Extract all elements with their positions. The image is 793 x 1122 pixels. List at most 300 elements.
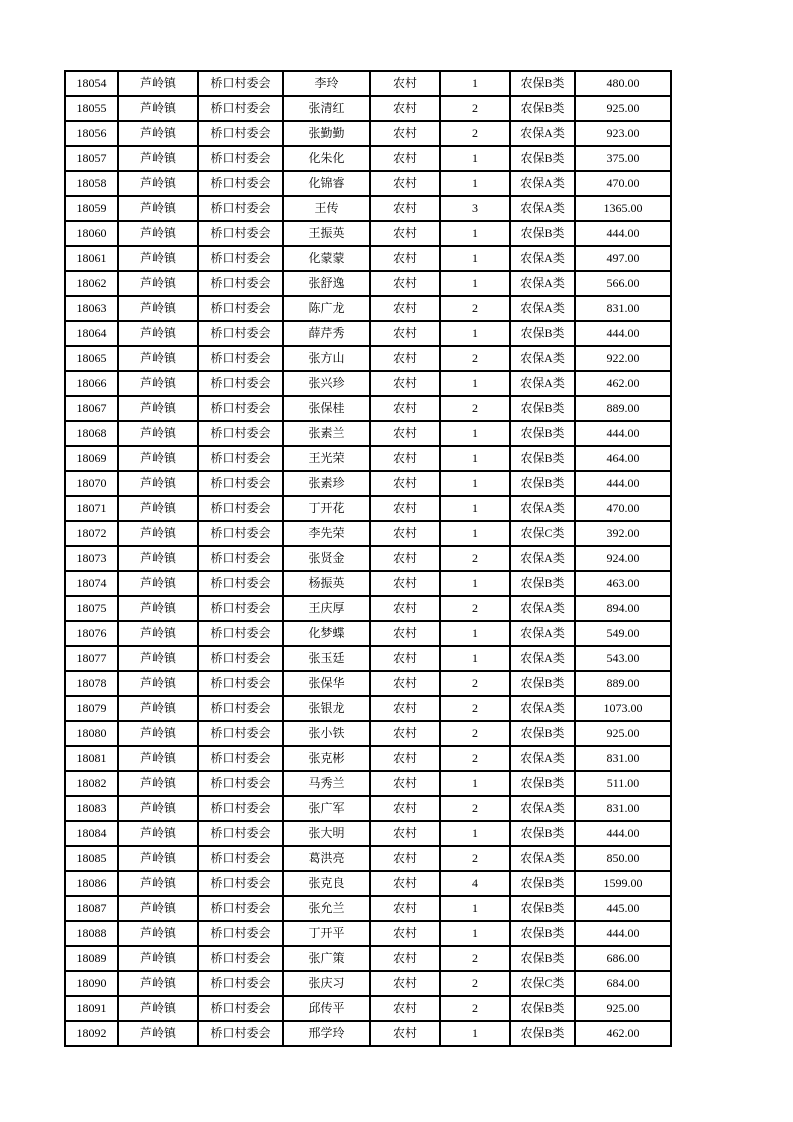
cell-town: 芦岭镇 — [118, 246, 198, 271]
cell-amount: 925.00 — [575, 96, 671, 121]
cell-person_name: 张清红 — [283, 96, 370, 121]
cell-village: 桥口村委会 — [198, 596, 283, 621]
cell-residence_type: 农村 — [370, 296, 440, 321]
cell-town: 芦岭镇 — [118, 646, 198, 671]
cell-residence_type: 农村 — [370, 846, 440, 871]
cell-amount: 684.00 — [575, 971, 671, 996]
cell-residence_type: 农村 — [370, 821, 440, 846]
cell-insurance_category: 农保B类 — [510, 821, 575, 846]
cell-residence_type: 农村 — [370, 621, 440, 646]
cell-person_name: 张玉廷 — [283, 646, 370, 671]
cell-id: 18074 — [65, 571, 118, 596]
cell-person_name: 葛洪亮 — [283, 846, 370, 871]
cell-insurance_category: 农保B类 — [510, 396, 575, 421]
cell-amount: 889.00 — [575, 671, 671, 696]
cell-residence_type: 农村 — [370, 171, 440, 196]
cell-id: 18072 — [65, 521, 118, 546]
cell-town: 芦岭镇 — [118, 821, 198, 846]
cell-residence_type: 农村 — [370, 946, 440, 971]
table-row — [65, 771, 671, 796]
cell-residence_type: 农村 — [370, 746, 440, 771]
cell-headcount: 1 — [440, 896, 510, 921]
cell-town: 芦岭镇 — [118, 596, 198, 621]
table-row — [65, 896, 671, 921]
cell-residence_type: 农村 — [370, 246, 440, 271]
cell-person_name: 张克彬 — [283, 746, 370, 771]
cell-id: 18067 — [65, 396, 118, 421]
cell-id: 18063 — [65, 296, 118, 321]
table-row — [65, 971, 671, 996]
cell-amount: 922.00 — [575, 346, 671, 371]
cell-insurance_category: 农保A类 — [510, 746, 575, 771]
cell-residence_type: 农村 — [370, 546, 440, 571]
cell-town: 芦岭镇 — [118, 321, 198, 346]
cell-insurance_category: 农保B类 — [510, 446, 575, 471]
cell-residence_type: 农村 — [370, 96, 440, 121]
cell-residence_type: 农村 — [370, 396, 440, 421]
cell-village: 桥口村委会 — [198, 221, 283, 246]
table-row — [65, 821, 671, 846]
cell-amount: 850.00 — [575, 846, 671, 871]
cell-village: 桥口村委会 — [198, 896, 283, 921]
cell-residence_type: 农村 — [370, 921, 440, 946]
cell-id: 18075 — [65, 596, 118, 621]
cell-village: 桥口村委会 — [198, 821, 283, 846]
table-row — [65, 996, 671, 1021]
cell-town: 芦岭镇 — [118, 96, 198, 121]
cell-town: 芦岭镇 — [118, 571, 198, 596]
cell-residence_type: 农村 — [370, 371, 440, 396]
cell-residence_type: 农村 — [370, 971, 440, 996]
cell-village: 桥口村委会 — [198, 921, 283, 946]
cell-headcount: 2 — [440, 971, 510, 996]
table-row — [65, 471, 671, 496]
cell-id: 18079 — [65, 696, 118, 721]
cell-village: 桥口村委会 — [198, 421, 283, 446]
cell-id: 18057 — [65, 146, 118, 171]
cell-headcount: 1 — [440, 521, 510, 546]
cell-headcount: 2 — [440, 846, 510, 871]
table-row — [65, 496, 671, 521]
cell-town: 芦岭镇 — [118, 671, 198, 696]
cell-insurance_category: 农保B类 — [510, 96, 575, 121]
cell-amount: 470.00 — [575, 171, 671, 196]
cell-insurance_category: 农保B类 — [510, 771, 575, 796]
cell-person_name: 张素珍 — [283, 471, 370, 496]
cell-insurance_category: 农保B类 — [510, 871, 575, 896]
cell-headcount: 1 — [440, 271, 510, 296]
table-row — [65, 221, 671, 246]
cell-insurance_category: 农保A类 — [510, 346, 575, 371]
cell-headcount: 1 — [440, 146, 510, 171]
cell-amount: 923.00 — [575, 121, 671, 146]
cell-id: 18080 — [65, 721, 118, 746]
cell-village: 桥口村委会 — [198, 271, 283, 296]
cell-amount: 445.00 — [575, 896, 671, 921]
cell-village: 桥口村委会 — [198, 396, 283, 421]
cell-person_name: 王振英 — [283, 221, 370, 246]
cell-person_name: 张保华 — [283, 671, 370, 696]
cell-headcount: 2 — [440, 296, 510, 321]
cell-amount: 894.00 — [575, 596, 671, 621]
cell-amount: 375.00 — [575, 146, 671, 171]
cell-town: 芦岭镇 — [118, 296, 198, 321]
table-row — [65, 196, 671, 221]
cell-amount: 889.00 — [575, 396, 671, 421]
cell-id: 18077 — [65, 646, 118, 671]
cell-headcount: 2 — [440, 396, 510, 421]
cell-headcount: 1 — [440, 821, 510, 846]
table-row — [65, 721, 671, 746]
cell-village: 桥口村委会 — [198, 746, 283, 771]
table-row — [65, 746, 671, 771]
cell-town: 芦岭镇 — [118, 496, 198, 521]
cell-residence_type: 农村 — [370, 71, 440, 96]
cell-person_name: 张克良 — [283, 871, 370, 896]
cell-village: 桥口村委会 — [198, 471, 283, 496]
cell-amount: 497.00 — [575, 246, 671, 271]
cell-town: 芦岭镇 — [118, 621, 198, 646]
cell-headcount: 2 — [440, 596, 510, 621]
table-row — [65, 446, 671, 471]
cell-residence_type: 农村 — [370, 446, 440, 471]
table-row — [65, 246, 671, 271]
cell-village: 桥口村委会 — [198, 1021, 283, 1046]
cell-person_name: 张保桂 — [283, 396, 370, 421]
cell-town: 芦岭镇 — [118, 371, 198, 396]
table-row — [65, 921, 671, 946]
cell-village: 桥口村委会 — [198, 321, 283, 346]
cell-headcount: 1 — [440, 246, 510, 271]
cell-residence_type: 农村 — [370, 721, 440, 746]
cell-id: 18086 — [65, 871, 118, 896]
cell-village: 桥口村委会 — [198, 146, 283, 171]
cell-village: 桥口村委会 — [198, 621, 283, 646]
cell-village: 桥口村委会 — [198, 971, 283, 996]
records-table — [64, 70, 672, 1047]
cell-town: 芦岭镇 — [118, 546, 198, 571]
cell-residence_type: 农村 — [370, 896, 440, 921]
cell-insurance_category: 农保A类 — [510, 271, 575, 296]
cell-person_name: 张贤金 — [283, 546, 370, 571]
cell-headcount: 4 — [440, 871, 510, 896]
cell-insurance_category: 农保B类 — [510, 921, 575, 946]
cell-person_name: 张庆习 — [283, 971, 370, 996]
cell-headcount: 2 — [440, 546, 510, 571]
cell-amount: 444.00 — [575, 921, 671, 946]
cell-amount: 686.00 — [575, 946, 671, 971]
table-row — [65, 646, 671, 671]
cell-headcount: 1 — [440, 621, 510, 646]
cell-person_name: 张方山 — [283, 346, 370, 371]
cell-town: 芦岭镇 — [118, 971, 198, 996]
table-row — [65, 146, 671, 171]
table-row — [65, 671, 671, 696]
cell-village: 桥口村委会 — [198, 296, 283, 321]
cell-insurance_category: 农保B类 — [510, 996, 575, 1021]
cell-id: 18091 — [65, 996, 118, 1021]
table-row — [65, 171, 671, 196]
cell-person_name: 张银龙 — [283, 696, 370, 721]
cell-town: 芦岭镇 — [118, 946, 198, 971]
cell-town: 芦岭镇 — [118, 396, 198, 421]
cell-village: 桥口村委会 — [198, 571, 283, 596]
cell-id: 18081 — [65, 746, 118, 771]
cell-person_name: 薛芹秀 — [283, 321, 370, 346]
cell-amount: 543.00 — [575, 646, 671, 671]
cell-residence_type: 农村 — [370, 796, 440, 821]
cell-id: 18076 — [65, 621, 118, 646]
cell-person_name: 陈广龙 — [283, 296, 370, 321]
table-row — [65, 371, 671, 396]
cell-town: 芦岭镇 — [118, 846, 198, 871]
cell-residence_type: 农村 — [370, 196, 440, 221]
cell-id: 18060 — [65, 221, 118, 246]
cell-person_name: 王光荣 — [283, 446, 370, 471]
cell-residence_type: 农村 — [370, 696, 440, 721]
cell-headcount: 1 — [440, 646, 510, 671]
cell-id: 18082 — [65, 771, 118, 796]
cell-id: 18092 — [65, 1021, 118, 1046]
cell-village: 桥口村委会 — [198, 946, 283, 971]
cell-residence_type: 农村 — [370, 121, 440, 146]
cell-town: 芦岭镇 — [118, 446, 198, 471]
cell-amount: 1073.00 — [575, 696, 671, 721]
cell-id: 18069 — [65, 446, 118, 471]
cell-insurance_category: 农保B类 — [510, 221, 575, 246]
cell-residence_type: 农村 — [370, 271, 440, 296]
cell-town: 芦岭镇 — [118, 871, 198, 896]
cell-amount: 566.00 — [575, 271, 671, 296]
cell-headcount: 1 — [440, 496, 510, 521]
cell-residence_type: 农村 — [370, 871, 440, 896]
table-row — [65, 1021, 671, 1046]
cell-insurance_category: 农保A类 — [510, 846, 575, 871]
cell-residence_type: 农村 — [370, 346, 440, 371]
cell-amount: 444.00 — [575, 221, 671, 246]
table-row — [65, 96, 671, 121]
cell-amount: 464.00 — [575, 446, 671, 471]
cell-headcount: 1 — [440, 371, 510, 396]
table-row — [65, 596, 671, 621]
cell-headcount: 1 — [440, 421, 510, 446]
cell-id: 18062 — [65, 271, 118, 296]
cell-village: 桥口村委会 — [198, 371, 283, 396]
cell-village: 桥口村委会 — [198, 121, 283, 146]
cell-id: 18066 — [65, 371, 118, 396]
cell-id: 18088 — [65, 921, 118, 946]
cell-village: 桥口村委会 — [198, 246, 283, 271]
cell-village: 桥口村委会 — [198, 996, 283, 1021]
cell-headcount: 2 — [440, 96, 510, 121]
table-row — [65, 796, 671, 821]
cell-person_name: 张舒逸 — [283, 271, 370, 296]
cell-person_name: 化梦蝶 — [283, 621, 370, 646]
cell-residence_type: 农村 — [370, 646, 440, 671]
cell-insurance_category: 农保A类 — [510, 546, 575, 571]
cell-town: 芦岭镇 — [118, 271, 198, 296]
cell-village: 桥口村委会 — [198, 846, 283, 871]
cell-headcount: 1 — [440, 1021, 510, 1046]
cell-insurance_category: 农保A类 — [510, 796, 575, 821]
cell-village: 桥口村委会 — [198, 671, 283, 696]
cell-town: 芦岭镇 — [118, 171, 198, 196]
cell-residence_type: 农村 — [370, 321, 440, 346]
cell-id: 18054 — [65, 71, 118, 96]
cell-amount: 480.00 — [575, 71, 671, 96]
cell-town: 芦岭镇 — [118, 346, 198, 371]
cell-headcount: 2 — [440, 121, 510, 146]
cell-residence_type: 农村 — [370, 596, 440, 621]
table-row — [65, 621, 671, 646]
cell-insurance_category: 农保A类 — [510, 121, 575, 146]
cell-amount: 463.00 — [575, 571, 671, 596]
cell-person_name: 李玲 — [283, 71, 370, 96]
cell-insurance_category: 农保C类 — [510, 521, 575, 546]
cell-insurance_category: 农保A类 — [510, 371, 575, 396]
cell-village: 桥口村委会 — [198, 771, 283, 796]
cell-headcount: 1 — [440, 221, 510, 246]
cell-insurance_category: 农保A类 — [510, 621, 575, 646]
cell-headcount: 2 — [440, 696, 510, 721]
cell-insurance_category: 农保B类 — [510, 1021, 575, 1046]
cell-insurance_category: 农保A类 — [510, 196, 575, 221]
cell-headcount: 1 — [440, 446, 510, 471]
table-row — [65, 521, 671, 546]
cell-person_name: 丁开花 — [283, 496, 370, 521]
cell-insurance_category: 农保B类 — [510, 571, 575, 596]
cell-village: 桥口村委会 — [198, 71, 283, 96]
table-row — [65, 571, 671, 596]
cell-insurance_category: 农保B类 — [510, 71, 575, 96]
cell-person_name: 丁开平 — [283, 921, 370, 946]
cell-amount: 444.00 — [575, 421, 671, 446]
cell-person_name: 化锦睿 — [283, 171, 370, 196]
cell-village: 桥口村委会 — [198, 646, 283, 671]
cell-town: 芦岭镇 — [118, 796, 198, 821]
cell-village: 桥口村委会 — [198, 796, 283, 821]
cell-amount: 549.00 — [575, 621, 671, 646]
cell-village: 桥口村委会 — [198, 496, 283, 521]
table-row — [65, 271, 671, 296]
cell-id: 18085 — [65, 846, 118, 871]
cell-headcount: 1 — [440, 771, 510, 796]
cell-village: 桥口村委会 — [198, 96, 283, 121]
table-row — [65, 296, 671, 321]
cell-insurance_category: 农保B类 — [510, 946, 575, 971]
cell-residence_type: 农村 — [370, 996, 440, 1021]
table-row — [65, 321, 671, 346]
cell-person_name: 杨振英 — [283, 571, 370, 596]
table-row — [65, 946, 671, 971]
cell-amount: 462.00 — [575, 371, 671, 396]
cell-person_name: 化蒙蒙 — [283, 246, 370, 271]
cell-person_name: 邢学玲 — [283, 1021, 370, 1046]
cell-amount: 831.00 — [575, 296, 671, 321]
cell-village: 桥口村委会 — [198, 196, 283, 221]
cell-insurance_category: 农保B类 — [510, 721, 575, 746]
cell-id: 18068 — [65, 421, 118, 446]
cell-person_name: 邱传平 — [283, 996, 370, 1021]
cell-town: 芦岭镇 — [118, 71, 198, 96]
cell-town: 芦岭镇 — [118, 221, 198, 246]
cell-id: 18084 — [65, 821, 118, 846]
cell-town: 芦岭镇 — [118, 121, 198, 146]
cell-town: 芦岭镇 — [118, 421, 198, 446]
cell-amount: 831.00 — [575, 746, 671, 771]
cell-residence_type: 农村 — [370, 471, 440, 496]
cell-amount: 392.00 — [575, 521, 671, 546]
cell-headcount: 2 — [440, 796, 510, 821]
cell-person_name: 张允兰 — [283, 896, 370, 921]
cell-person_name: 张小铁 — [283, 721, 370, 746]
cell-amount: 1599.00 — [575, 871, 671, 896]
cell-id: 18055 — [65, 96, 118, 121]
cell-headcount: 2 — [440, 996, 510, 1021]
cell-residence_type: 农村 — [370, 146, 440, 171]
cell-id: 18090 — [65, 971, 118, 996]
cell-insurance_category: 农保A类 — [510, 646, 575, 671]
cell-insurance_category: 农保B类 — [510, 146, 575, 171]
cell-village: 桥口村委会 — [198, 696, 283, 721]
cell-person_name: 王庆厚 — [283, 596, 370, 621]
cell-town: 芦岭镇 — [118, 521, 198, 546]
cell-amount: 924.00 — [575, 546, 671, 571]
cell-town: 芦岭镇 — [118, 921, 198, 946]
cell-person_name: 张勤勤 — [283, 121, 370, 146]
cell-id: 18059 — [65, 196, 118, 221]
table-row — [65, 421, 671, 446]
cell-person_name: 张素兰 — [283, 421, 370, 446]
cell-insurance_category: 农保B类 — [510, 671, 575, 696]
cell-headcount: 1 — [440, 921, 510, 946]
cell-headcount: 1 — [440, 571, 510, 596]
cell-town: 芦岭镇 — [118, 721, 198, 746]
table-row — [65, 846, 671, 871]
cell-id: 18071 — [65, 496, 118, 521]
cell-insurance_category: 农保B类 — [510, 421, 575, 446]
cell-residence_type: 农村 — [370, 421, 440, 446]
cell-residence_type: 农村 — [370, 496, 440, 521]
cell-person_name: 化朱化 — [283, 146, 370, 171]
cell-headcount: 2 — [440, 946, 510, 971]
cell-town: 芦岭镇 — [118, 771, 198, 796]
cell-id: 18089 — [65, 946, 118, 971]
cell-insurance_category: 农保A类 — [510, 696, 575, 721]
cell-amount: 1365.00 — [575, 196, 671, 221]
cell-village: 桥口村委会 — [198, 546, 283, 571]
cell-headcount: 1 — [440, 71, 510, 96]
cell-residence_type: 农村 — [370, 221, 440, 246]
cell-town: 芦岭镇 — [118, 196, 198, 221]
cell-person_name: 李先荣 — [283, 521, 370, 546]
cell-residence_type: 农村 — [370, 571, 440, 596]
cell-insurance_category: 农保C类 — [510, 971, 575, 996]
cell-id: 18065 — [65, 346, 118, 371]
cell-residence_type: 农村 — [370, 771, 440, 796]
cell-id: 18061 — [65, 246, 118, 271]
cell-person_name: 张广军 — [283, 796, 370, 821]
table-row — [65, 71, 671, 96]
cell-residence_type: 农村 — [370, 1021, 440, 1046]
cell-town: 芦岭镇 — [118, 896, 198, 921]
cell-headcount: 2 — [440, 671, 510, 696]
cell-person_name: 王传 — [283, 196, 370, 221]
cell-id: 18087 — [65, 896, 118, 921]
cell-amount: 831.00 — [575, 796, 671, 821]
cell-village: 桥口村委会 — [198, 871, 283, 896]
table-row — [65, 696, 671, 721]
